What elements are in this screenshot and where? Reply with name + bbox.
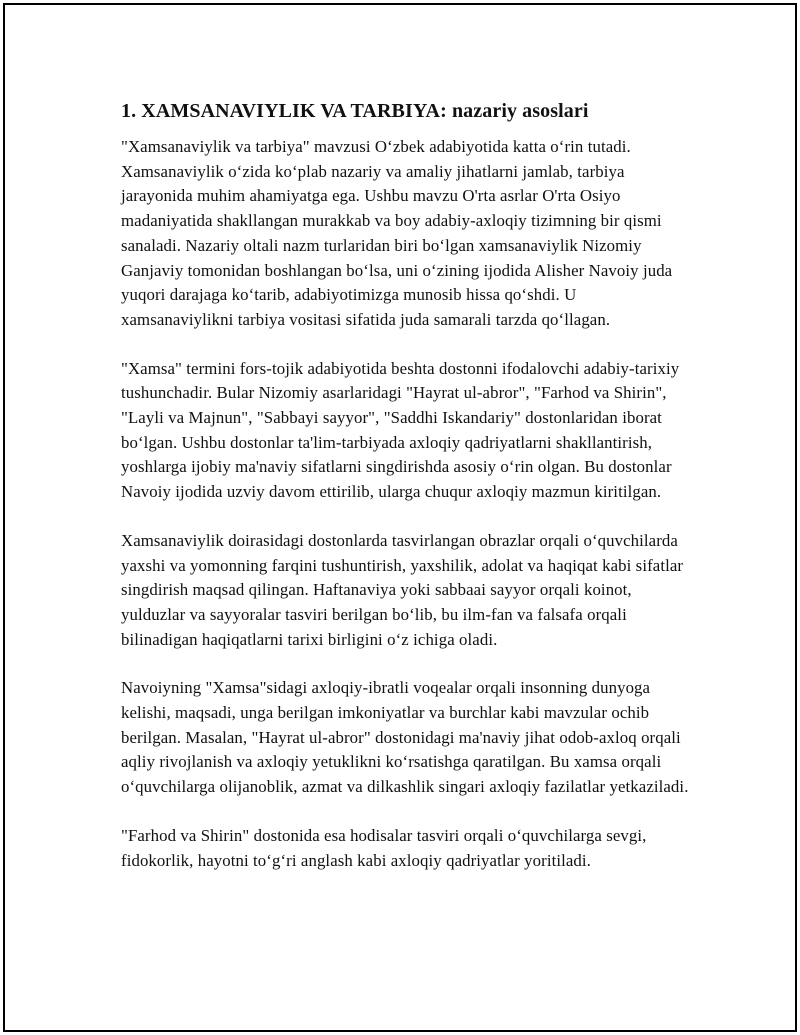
paragraph: "Xamsanaviylik va tarbiya" mavzusi O‘zbek adabiyotida katta o‘rin tutadi. Xamsanaviylik o‘zida ko‘plab nazariy va amaliy jihatlarni jamlab, tarbiya jarayonida muhim ahamiyatga ega. Ushbu mavzu O'rta asrlar O'rta Osiyo madaniyatida shakllangan murakkab va boy adabiy-axloqiy tizimning bir qismi sanaladi. Nazariy oltali nazm turlaridan biri bo‘lgan xamsanaviylik Nizomiy Ganjaviy tomonidan boshlangan bo‘lsa, uni o‘zining ijodida Alisher Navoiy juda yuqori darajaga ko‘tarib, adabiyotimizga munosib hissa qo‘shdi. U xamsanaviylikni tarbiya vositasi sifatida juda samarali tarzda qo‘llagan. (121, 137, 673, 329)
paragraph: "Farhod va Shirin" dostonida esa hodisalar tasviri orqali o‘quvchilarga sevgi, fidokorlik, hayotni to‘g‘ri anglash kabi axloqiy qadriyatlar yoritiladi. (121, 825, 647, 870)
document-title: 1. XAMSANAVIYLIK VA TARBIYA: nazariy asoslari (121, 100, 589, 122)
paragraph: "Xamsa" termini fors-tojik adabiyotida beshta dostonni ifodalovchi adabiy-tarixiy tushunchadir. Bular Nizomiy asarlaridagi "Hayrat ul-abror", "Farhod va Shirin", "Layli va Majnun", "Sabbayi sayyor", "Saddhi Iskandariy" dostonlaridan iborat bo‘lgan. Ushbu dostonlar ta'lim-tarbiyada axloqiy qadriyatlarni shakllantirish, yoshlarga ijobiy ma'naviy sifatlarni singdirishda asosiy o‘rin olgan. Bu dostonlar Navoiy ijodida uzviy davom ettirilib, ularga chuqur axloqiy mazmun kiritilgan. (121, 358, 680, 502)
paragraph: Xamsanaviylik doirasidagi dostonlarda tasvirlangan obrazlar orqali o‘quvchilarda yaxshi va yomonning farqini tushuntirish, yaxshilik, adolat va haqiqat kabi sifatlar singdirish maqsad qilingan. Haftanaviya yoki sabbaai sayyor orqali koinot, yulduzlar va sayyoralar tasviri berilgan bo‘lib, bu ilm-fan va falsafa orqali bilinadigan haqiqatlarni tarixi birligini o‘z ichiga oladi. (121, 530, 684, 649)
paragraph: Navoiyning "Xamsa"sidagi axloqiy-ibratli voqealar orqali insonning dunyoga kelishi, maqsadi, unga berilgan imkoniyatlar va burchlar kabi mavzular ochib berilgan. Masalan, "Hayrat ul-abror" dostonidagi ma'naviy jihat odob-axloq orqali aqliy rivojlanish va axloqiy yetuklikni ko‘rsatishga qaratilgan. Bu xamsa orqali o‘quvchilarga olijanoblik, azmat va dilkashlik singari axloqiy fazilatlar yetkaziladi. (121, 678, 689, 797)
document-page (3, 3, 797, 1032)
document-body (121, 97, 691, 897)
